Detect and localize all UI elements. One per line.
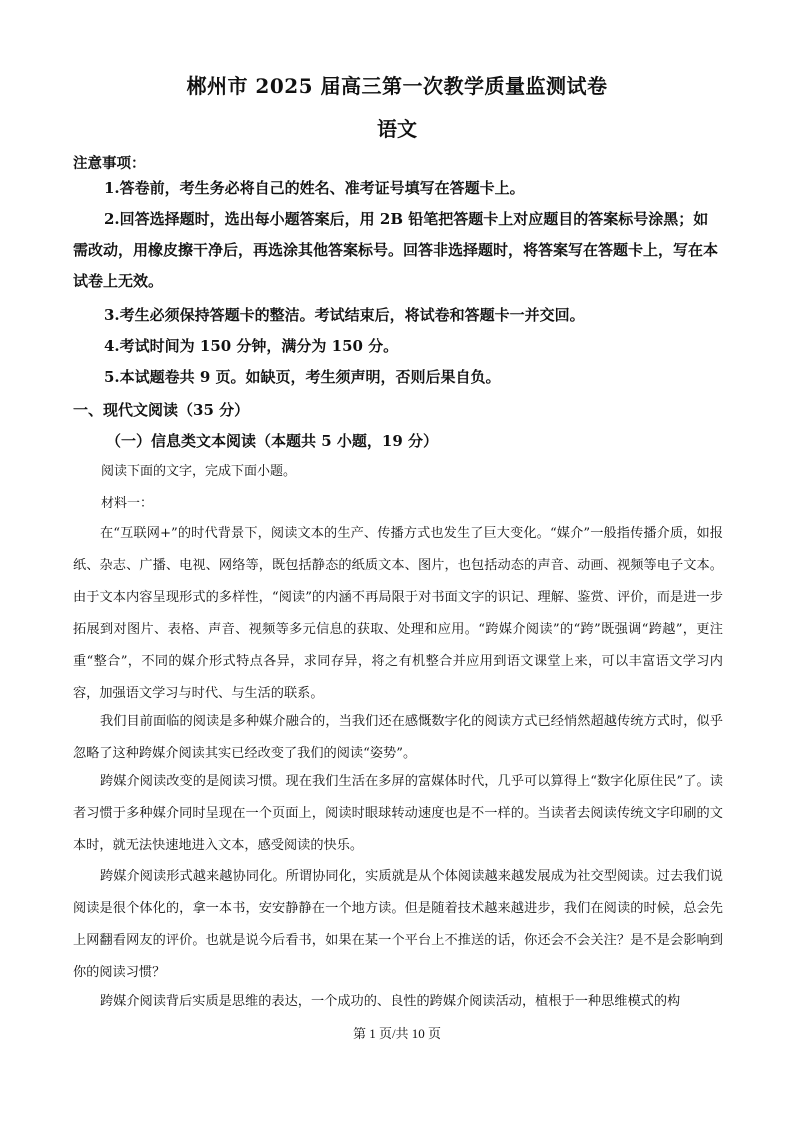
section-heading: 一、现代文阅读（35 分） bbox=[73, 401, 250, 419]
material-label: 材料一： bbox=[101, 496, 154, 511]
page-number: 第 1 页/共 10 页 bbox=[352, 1026, 442, 1041]
notice-item-4: 4.考试时间为 150 分钟，满分为 150 分。 bbox=[104, 337, 399, 355]
subsection-heading: （一）信息类文本阅读（本题共 5 小题，19 分） bbox=[106, 432, 438, 450]
paragraph-3: 跨媒介阅读改变的是阅读习惯。现在我们生活在多屏的富媒体时代，几乎可以算得上“数字化原住民”了。读者习惯于多种媒介同时呈现在一个页面上，阅读时眼球转动速度也是不一样的。当读者去阅读传统文字印刷的文本时，就无法快速地进入文本，感受阅读的快乐。 bbox=[73, 774, 723, 853]
notice-heading: 注意事项： bbox=[73, 155, 146, 172]
notice-item-1: 1.答卷前，考生务必将自己的姓名、准考证号填写在答题卡上。 bbox=[104, 179, 525, 197]
paragraph-5: 跨媒介阅读背后实质是思维的表达，一个成功的、良性的跨媒介阅读活动，植根于一种思维模式的构 bbox=[100, 994, 681, 1009]
paragraph-4: 跨媒介阅读形式越来越协同化。所谓协同化，实质就是从个体阅读越来越发展成为社交型阅读。过去我们说阅读是很个体化的，拿一本书，安安静静在一个地方读。但是随着技术越来越进步，我们在阅读的时候，总会先上网翻看网友的评价。也就是说今后看书，如果在某一个平台上不推送的话，你还会不会关注？是不是会影响到你的阅读习惯？ bbox=[73, 869, 723, 980]
notice-item-5: 5.本试题卷共 9 页。如缺页，考生须声明，否则后果自负。 bbox=[104, 368, 501, 386]
paragraph-2: 我们目前面临的阅读是多种媒介融合的，当我们还在感慨数字化的阅读方式已经悄然超越传统方式时，似乎忽略了这种跨媒介阅读其实已经改变了我们的阅读“姿势”。 bbox=[73, 714, 723, 761]
notice-item-3: 3.考生必须保持答题卡的整洁。考试结束后，将试卷和答题卡一并交回。 bbox=[104, 306, 585, 324]
subject-title: 语文 bbox=[377, 117, 417, 141]
notice-item-2: 2.回答选择题时，选出每小题答案后，用 2B 铅笔把答题卡上对应题目的答案标号涂黑；如需改动，用橡皮擦干净后，再选涂其他答案标号。回答非选择题时，将答案写在答题卡上，写在本试卷上无效。 bbox=[73, 210, 719, 290]
paragraph-1: 在“互联网+”的时代背景下，阅读文本的生产、传播方式也发生了巨大变化。“媒介”一般指传播介质，如报纸、杂志、广播、电视、网络等，既包括静态的纸质文本、图片，也包括动态的声音、动画、视频等电子文本。由于文本内容呈现形式的多样性，“阅读”的内涵不再局限于对书面文字的识记、理解、鉴赏、评价，而是进一步拓展到对图片、表格、声音、视频等多元信息的获取、处理和应用。“跨媒介阅读”的“跨”既强调“跨越”，更注重“整合”，不同的媒介形式特点各异，求同存异，将之有机整合并应用到语文课堂上来，可以丰富语文学习内容，加强语文学习与时代、与生活的联系。 bbox=[73, 526, 723, 701]
reading-instruction: 阅读下面的文字，完成下面小题。 bbox=[101, 464, 297, 479]
exam-title: 郴州市 2025 届高三第一次教学质量监测试卷 bbox=[186, 74, 608, 98]
